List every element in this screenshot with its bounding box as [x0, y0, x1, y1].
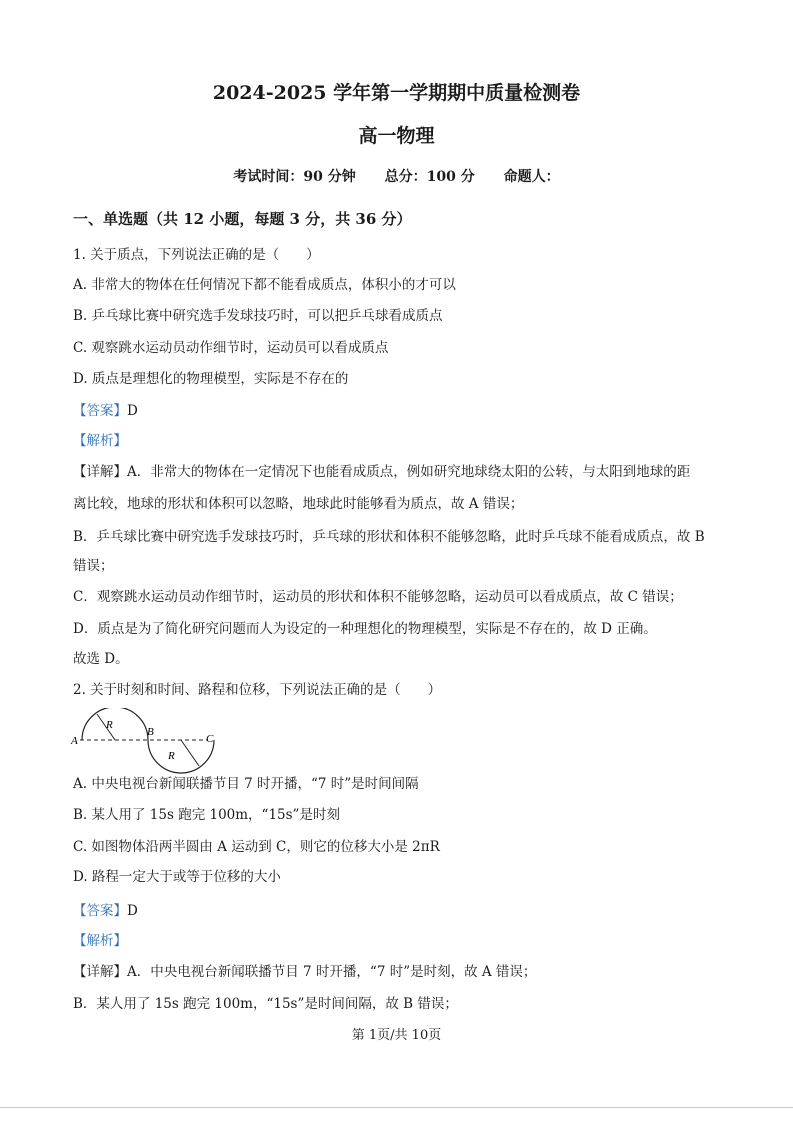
- detail-text: A．非常大的物体在一定情况下也能看成质点，例如研究地球绕太阳的公转，与太阳到地球的距: [127, 464, 691, 480]
- section-title: 一、单选题（共 12 小题，每题 3 分，共 36 分）: [73, 210, 412, 228]
- radius-line-lower: [181, 740, 199, 766]
- lower-semicircle: [148, 740, 214, 773]
- q1-detail-line: C．观察跳水运动员动作细节时，运动员的形状和体积不能够忽略，运动员可以看成质点，故 C 错误；: [73, 589, 683, 605]
- q1-option-a: A. 非常大的物体在任何情况下都不能看成质点，体积小的才可以: [73, 277, 456, 293]
- q1-answer: [73, 402, 138, 420]
- answer-label: 【答案】: [73, 403, 127, 419]
- exam-title: 2024-2025 学年第一学期期中质量检测卷: [212, 82, 581, 104]
- label-a: A: [71, 735, 78, 747]
- q1-analysis-label: 【解析】: [73, 433, 127, 449]
- q2-option-a: A. 中央电视台新闻联播节目 7 时开播，“7 时”是时间间隔: [73, 776, 419, 792]
- exam-score: 总分：100 分: [384, 169, 475, 185]
- q2-option-d: D. 路程一定大于或等于位移的大小: [73, 869, 281, 885]
- answer-value: D: [127, 903, 138, 919]
- q2-stem: 2. 关于时刻和时间、路程和位移，下列说法正确的是（ ）: [73, 682, 442, 698]
- q1-option-b: B. 乒乓球比赛中研究选手发球技巧时，可以把乒乓球看成质点: [73, 308, 443, 324]
- q1-detail-line: 错误；: [73, 558, 114, 574]
- answer-label: 【答案】: [73, 903, 127, 919]
- q1-detail-line: D．质点是为了简化研究问题而人为设定的一种理想化的物理模型，实际是不存在的，故 D 正确。: [73, 621, 657, 637]
- q1-detail-line: [73, 463, 690, 481]
- q2-detail-line: B．某人用了 15s 跑完 100m，“15s”是时间间隔，故 B 错误；: [73, 996, 458, 1012]
- q1-detail-line: 离比较，地球的形状和体积可以忽略，地球此时能够看为质点，故 A 错误；: [73, 496, 524, 512]
- label-c: C: [206, 733, 214, 745]
- upper-semicircle: [82, 708, 148, 740]
- q1-conclusion: 故选 D。: [73, 651, 129, 667]
- q2-detail-line: [73, 963, 536, 981]
- q2-answer: [73, 902, 138, 920]
- label-b: B: [147, 726, 154, 738]
- subject-title: 高一物理: [358, 125, 435, 147]
- q2-option-b: B. 某人用了 15s 跑完 100m，“15s”是时刻: [73, 807, 340, 823]
- exam-meta: [0, 166, 793, 186]
- semicircle-figure: [70, 708, 240, 774]
- exam-time: 考试时间：90 分钟: [233, 169, 356, 185]
- q1-option-c: C. 观察跳水运动员动作细节时，运动员可以看成质点: [73, 340, 389, 356]
- q2-analysis-label: 【解析】: [73, 933, 127, 949]
- q1-option-d: D. 质点是理想化的物理模型，实际是不存在的: [73, 371, 349, 387]
- q1-detail-line: B．乒乓球比赛中研究选手发球技巧时，乒乓球的形状和体积不能够忽略，此时乒乓球不能看成质点，故 B: [73, 529, 705, 545]
- detail-text: A．中央电视台新闻联播节目 7 时开播，“7 时”是时刻，故 A 错误；: [127, 964, 537, 980]
- page-footer: 第 1页/共 10页: [351, 1028, 442, 1043]
- q2-option-c: C. 如图物体沿两半圆由 A 运动到 C，则它的位移大小是 2πR: [73, 839, 440, 855]
- bottom-divider: [0, 1107, 793, 1108]
- exam-author: 命题人：: [503, 169, 560, 185]
- q1-stem: 1. 关于质点，下列说法正确的是（ ）: [73, 247, 320, 263]
- detail-label: 【详解】: [73, 964, 127, 980]
- label-r-lower: R: [168, 750, 175, 762]
- detail-label: 【详解】: [73, 464, 127, 480]
- label-r-upper: R: [106, 719, 113, 731]
- answer-value: D: [127, 403, 138, 419]
